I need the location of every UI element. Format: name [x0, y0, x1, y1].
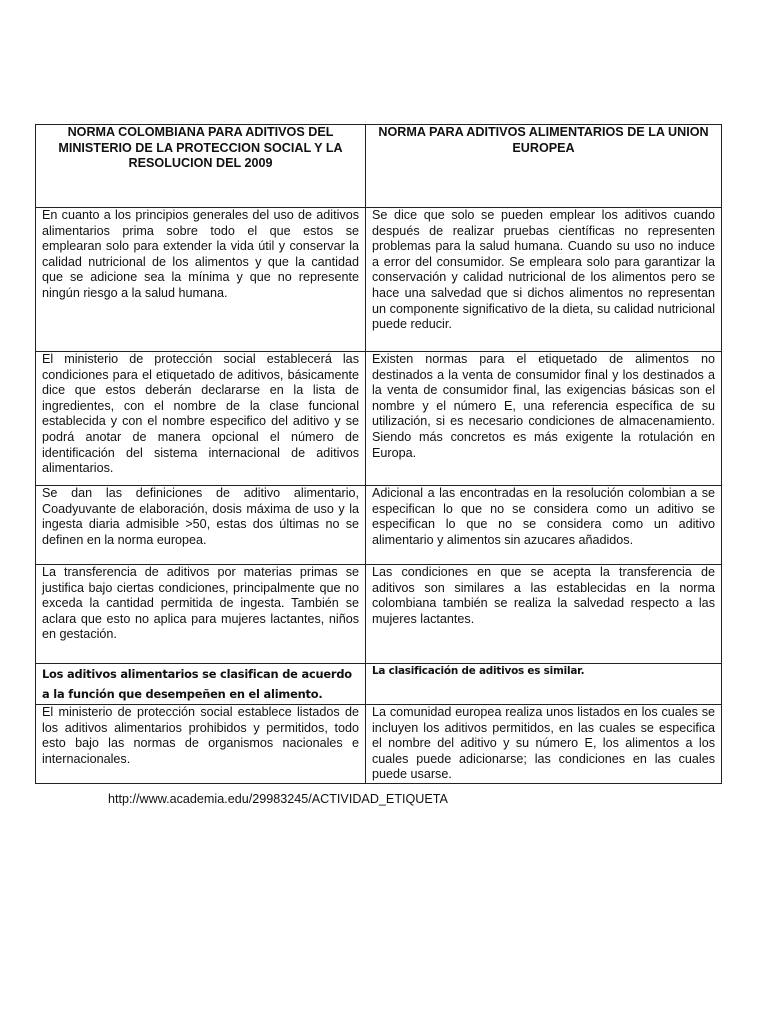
header-eu-norm-text: NORMA PARA ADITIVOS ALIMENTARIOS DE LA UNION EUROPEA — [378, 125, 709, 155]
cell-eu: Las condiciones en que se acepta la transferencia de aditivos son similares a las establecidas en la norma colombiana también se realiza la salvedad respecto a las mujeres lactantes. — [366, 565, 722, 664]
cell-colombian: El ministerio de protección social establecerá las condiciones para el etiquetado de aditivos, básicamente dice que estos deberán declararse en la lista de ingredientes, con el nombre de la clase funcional establecida y con el nombre especifico del aditivo y se podrá anotar de manera opcional el número de identificación del sistema internacional de aditivos alimentarios. — [36, 352, 366, 486]
header-colombian-norm — [36, 125, 366, 208]
source-url: http://www.academia.edu/29983245/ACTIVIDAD_ETIQUETA — [108, 792, 448, 806]
cell-colombian: En cuanto a los principios generales del uso de aditivos alimentarios prima sobre todo el que estos se emplearan solo para extender la vida útil y conservar la calidad nutricional de los alimentos y que la cantidad que se adicione sea la mínima y que no represente ningún riesgo a la salud humana. — [36, 208, 366, 352]
cell-colombian: Los aditivos alimentarios se clasifican de acuerdo a la función que desempeñen en el alimento. — [36, 664, 366, 705]
table-header-row — [36, 125, 722, 208]
cell-colombian: La transferencia de aditivos por materias primas se justifica bajo ciertas condiciones, principalmente que no exceda la cantidad permitida de ingesta. También se aclara que esto no aplica para mujeres lactantes, niños en gestación. — [36, 565, 366, 664]
cell-eu: La clasificación de aditivos es similar. — [366, 664, 722, 705]
table-row — [36, 486, 722, 565]
comparison-table — [35, 124, 722, 784]
cell-eu: Se dice que solo se pueden emplear los aditivos cuando después de realizar pruebas científicas no representen problemas para la salud humana. Cuando su uso no induce a error del consumidor. Se empleara solo para garantizar la conservación y calidad nutricional de los alimentos pero se hace una salvedad que si dichos alimentos no representan un componente significativo de la dieta, su calidad nutricional puede reducir. — [366, 208, 722, 352]
table-row — [36, 352, 722, 486]
cell-eu: La comunidad europea realiza unos listados en los cuales se incluyen los aditivos permitidos, en las cuales se especifica el nombre del aditivo y su número E, los alimentos a los cuales puede adicionarse; las condiciones en las cuales puede usarse. — [366, 705, 722, 784]
cell-eu: Existen normas para el etiquetado de alimentos no destinados a la venta de consumidor final y los destinados a la venta de consumidor final, las exigencias básicas son el nombre y el número E, una referencia específica de su utilización, si es necesario condiciones de almacenamiento. Siendo más concretos es más exigente la rotulación en Europa. — [366, 352, 722, 486]
table-row — [36, 565, 722, 664]
cell-colombian: Se dan las definiciones de aditivo alimentario, Coadyuvante de elaboración, dosis máxima de uso y la ingesta diaria admisible >50, estas dos últimas no se definen en la norma europea. — [36, 486, 366, 565]
cell-eu: Adicional a las encontradas en la resolución colombian a se especifican lo que no se considera como un aditivo se especifican lo que no se considera como un aditivo alimentario y alimentos sin azucares añadidos. — [366, 486, 722, 565]
header-eu-norm — [366, 125, 722, 208]
table-row — [36, 705, 722, 784]
header-colombian-norm-text: NORMA COLOMBIANA PARA ADITIVOS DEL MINISTERIO DE LA PROTECCION SOCIAL Y LA RESOLUCION DEL 2009 — [58, 125, 343, 171]
table-row — [36, 664, 722, 705]
cell-colombian: El ministerio de protección social establece listados de los aditivos alimentarios prohibidos y permitidos, todo esto bajo las normas de organismos nacionales e internacionales. — [36, 705, 366, 784]
table-row — [36, 208, 722, 352]
